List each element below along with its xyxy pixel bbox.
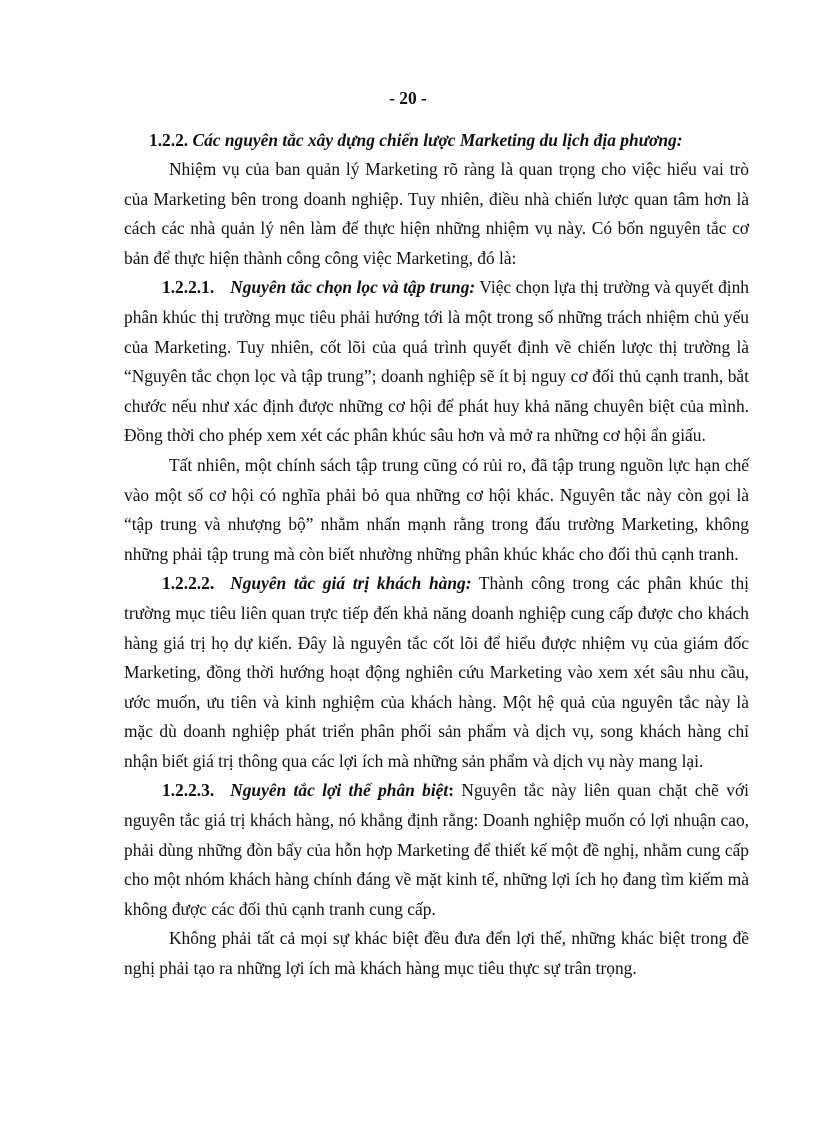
principle-2-text: Thành công trong các phân khúc thị trường mục tiêu liên quan trực tiếp đến khả năng doanh nghiệp cung cấp được cho khách hàng giá trị họ dự kiến. Đây là nguyên tắc cốt lõi để hiểu được nhiệm vụ của giám đốc Marketing, đồng thời hướng hoạt động nghiên cứu Marketing vào xem xét sâu nhu cầu, ước muốn, ưu tiên và kinh nghiệm của khách hàng. Một hệ quả của nguyên tắc này là mặc dù doanh nghiệp phát triển phân phối sản phẩm và dịch vụ, song khách hàng chỉ nhận biết giá trị thông qua các lợi ích mà những sản phẩm và dịch vụ này mang lại. xyxy=(124,573,749,771)
principle-3-text: Nguyên tắc này liên quan chặt chẽ với nguyên tắc giá trị khách hàng, nó khẳng định rằng: Doanh nghiệp muốn có lợi nhuận cao, phải dùng những đòn bẩy của hỗn hợp Marketing để thiết kế một đề nghị, nhằm cung cấp cho một nhóm khách hàng chính đáng về mặt kinh tế, những lợi ích họ đang tìm kiếm mà không được các đối thủ cạnh tranh cung cấp. xyxy=(124,780,749,919)
principle-1-paragraph xyxy=(124,273,749,451)
intro-paragraph: Nhiệm vụ của ban quản lý Marketing rõ ràng là quan trọng cho việc hiểu vai trò của Marketing bên trong doanh nghiệp. Tuy nhiên, điều nhà chiến lược quan tâm hơn là cách các nhà quản lý nên làm để thực hiện những nhiệm vụ này. Có bốn nguyên tắc cơ bản để thực hiện thành công công việc Marketing, đó là: xyxy=(124,159,749,268)
principle-1-continuation: Tất nhiên, một chính sách tập trung cũng có rủi ro, đã tập trung nguồn lực hạn chế vào một số cơ hội có nghĩa phải bỏ qua những cơ hội khác. Nguyên tắc này còn gọi là “tập trung và nhượng bộ” nhằm nhấn mạnh rằng trong đấu trường Marketing, không những phải tập trung mà còn biết nhường những phân khúc khác cho đối thủ cạnh tranh. xyxy=(124,454,749,564)
principle-1-label: Nguyên tắc chọn lọc và tập trung: xyxy=(230,277,476,298)
section-number: 1.2.2. xyxy=(149,130,189,150)
principle-2-number: 1.2.2.2. xyxy=(162,573,215,594)
principle-2-label: Nguyên tắc giá trị khách hàng: xyxy=(230,573,472,594)
principle-3-number: 1.2.2.3. xyxy=(162,780,215,801)
page-number: - 20 - xyxy=(389,88,427,108)
page-content xyxy=(124,125,749,984)
section-title: Các nguyên tắc xây dựng chiến lược Marketing du lịch địa phương: xyxy=(192,130,683,150)
principle-1-text: Việc chọn lựa thị trường và quyết định phân khúc thị trường mục tiêu phải hướng tới là một trong số những trách nhiệm chủ yếu của Marketing. Tuy nhiên, cốt lõi của quá trình quyết định về chiến lược thị trường là “Nguyên tắc chọn lọc và tập trung”; doanh nghiệp sẽ ít bị nguy cơ đối thủ cạnh tranh, bắt chước nếu như xác định được những cơ hội để phát huy khả năng chuyên biệt của mình. Đồng thời cho phép xem xét các phân khúc sâu hơn và mở ra những cơ hội ẩn giấu. xyxy=(124,277,750,446)
principle-3-colon: : xyxy=(448,780,455,801)
principle-2-paragraph xyxy=(124,569,749,776)
principle-3-label: Nguyên tắc lợi thế phân biệt xyxy=(230,780,449,801)
principle-3-paragraph xyxy=(124,776,749,924)
closing-paragraph: Không phải tất cả mọi sự khác biệt đều đưa đến lợi thế, những khác biệt trong đề nghị phải tạo ra những lợi ích mà khách hàng mục tiêu thực sự trân trọng. xyxy=(124,928,749,979)
section-heading xyxy=(124,125,749,155)
principle-1-number: 1.2.2.1. xyxy=(162,277,215,298)
